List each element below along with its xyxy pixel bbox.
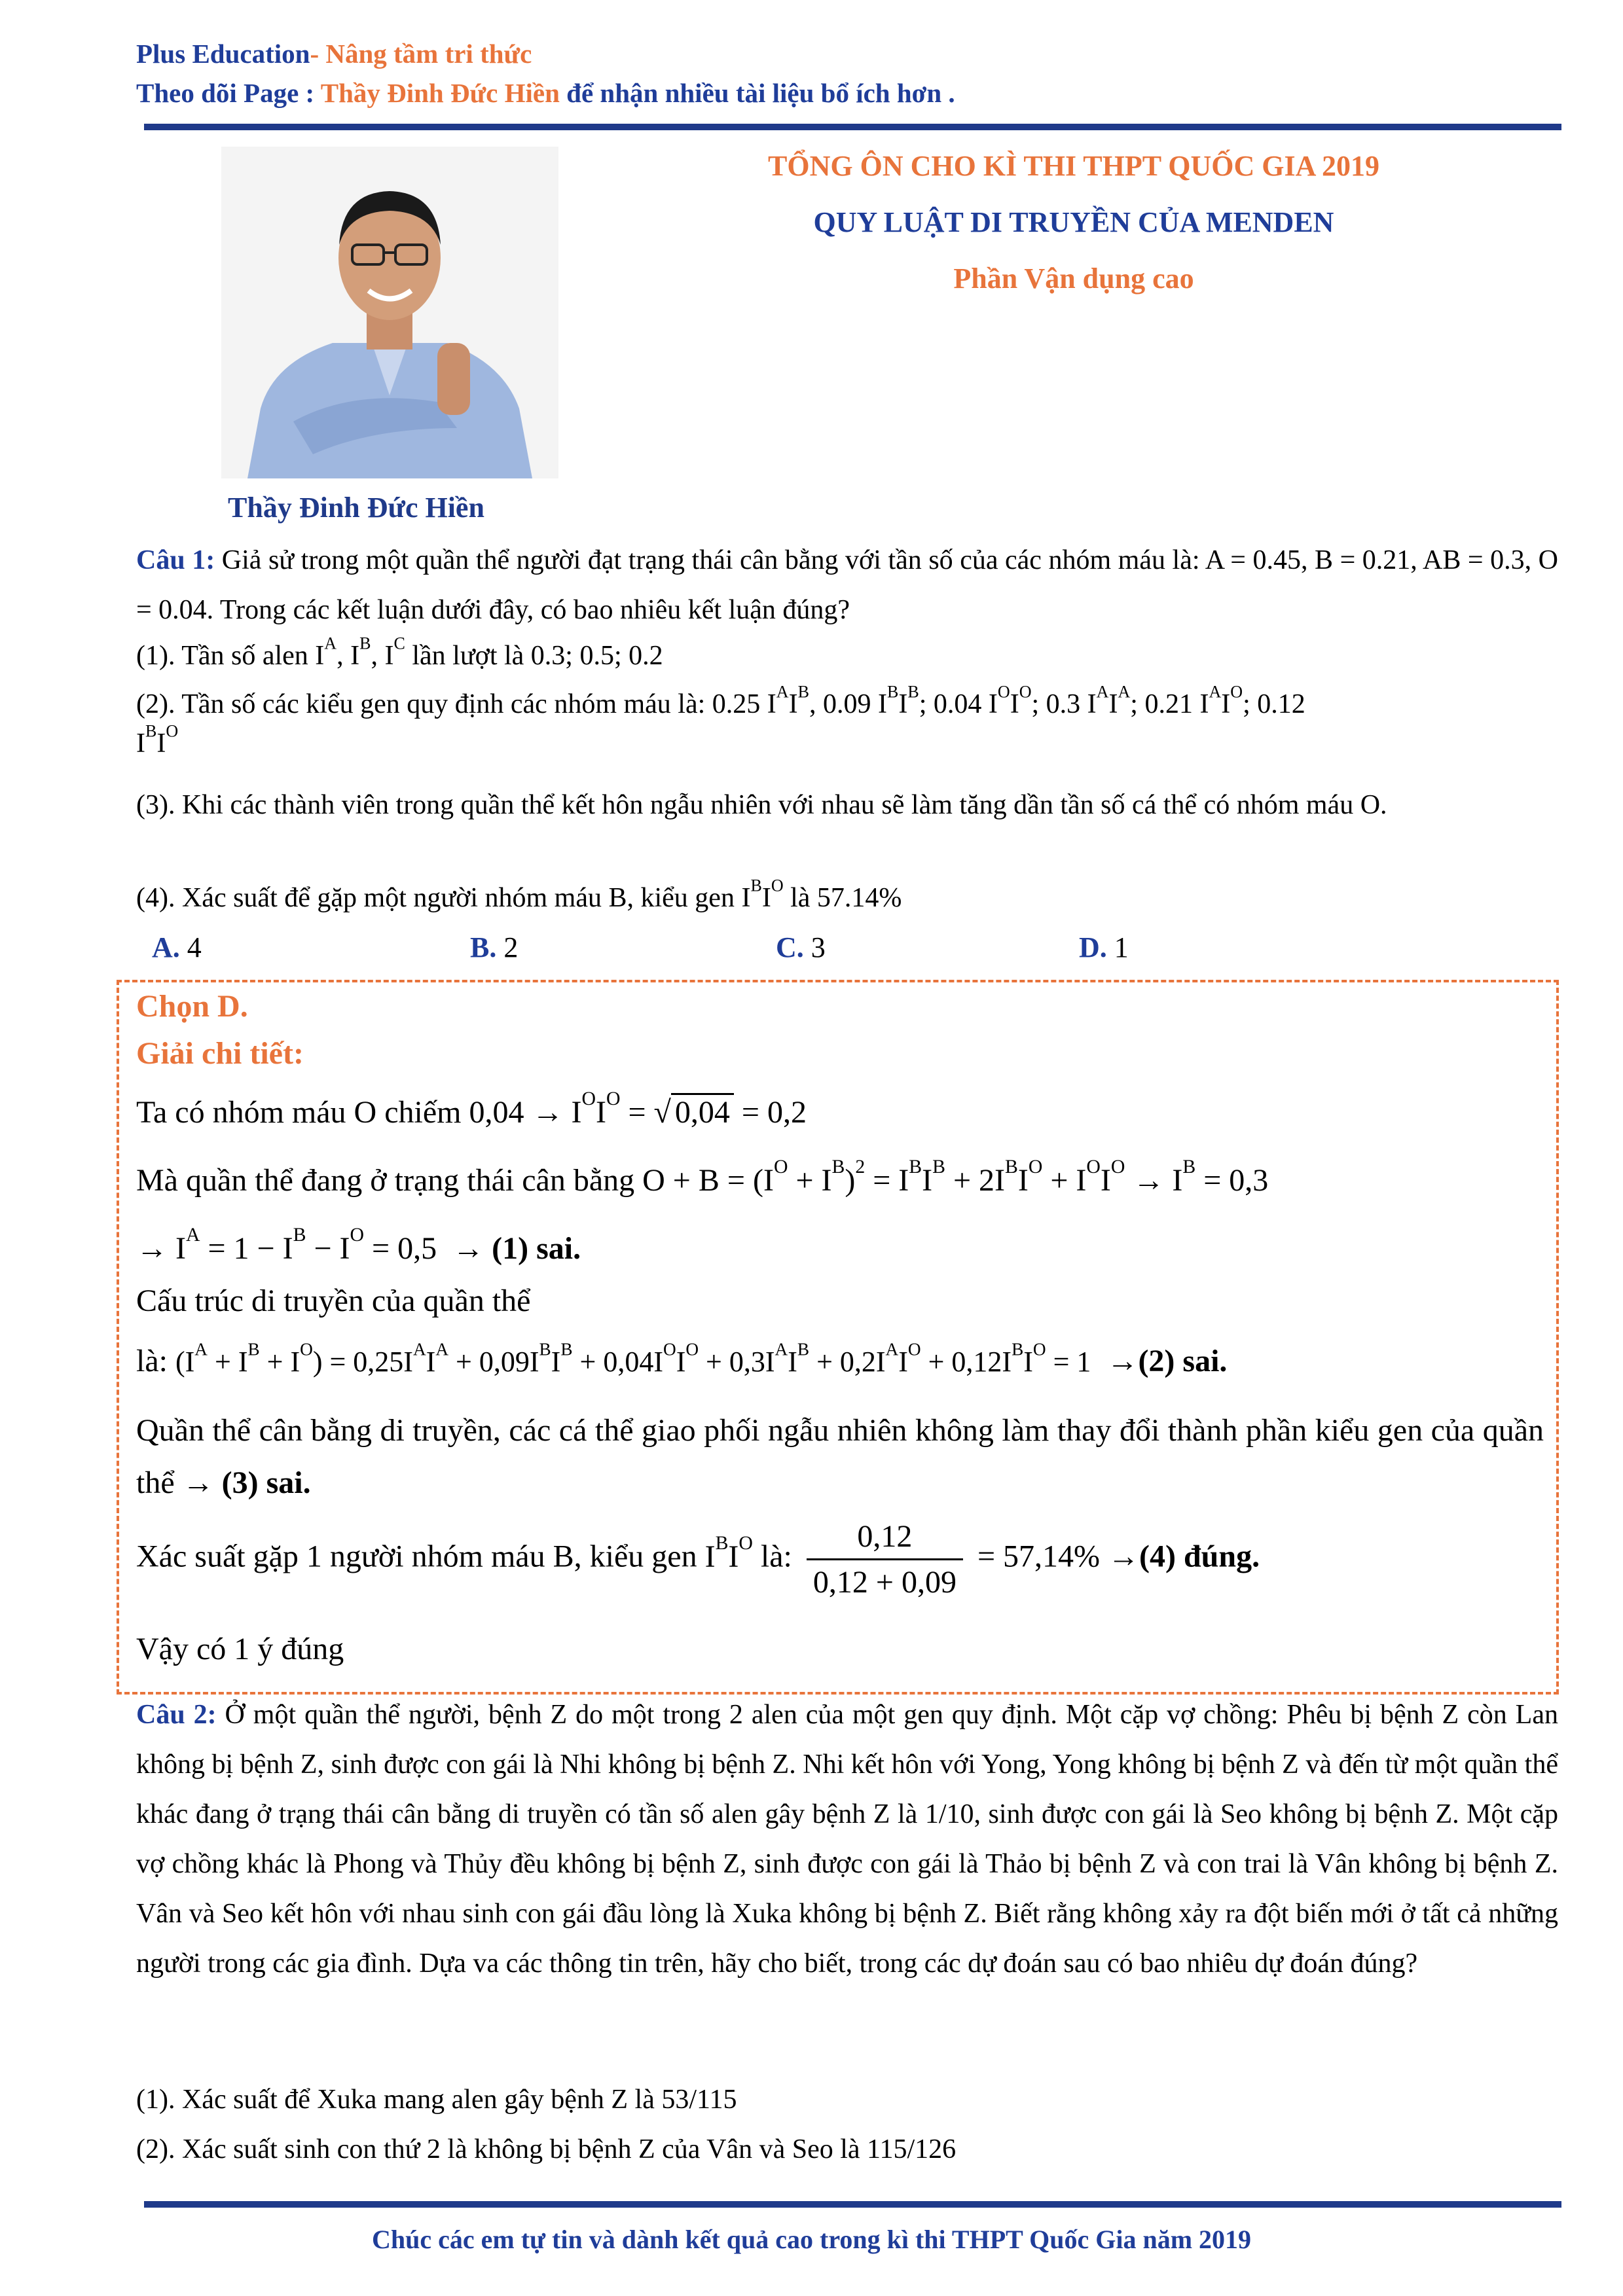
- solution-line-2: Mà quần thể đang ở trạng thái cân bằng $O + B = (I^O + I^B)^2 = I^BI^B + 2I^BI^O + I^OI^O \to I^B = 0,3$: [136, 1156, 1269, 1198]
- teacher-page-link[interactable]: Thầy Đinh Đức Hiền: [320, 78, 560, 108]
- footer-text: Chúc các em tự tin và dành kết quả cao trong kì thi THPT Quốc Gia năm 2019: [371, 2225, 1252, 2254]
- probability-fraction: $\frac{0,12}{0,12 + 0,09}$: [807, 1518, 963, 1600]
- doc-title: TỔNG ÔN CHO KÌ THI THPT QUỐC GIA 2019: [768, 150, 1379, 182]
- solution-line-8: Vậy có 1 ý đúng: [136, 1632, 344, 1666]
- q1-statement-4: (4). Xác suất để gặp một người nhóm máu B, kiểu gen $I^BI^O$ là 57.14%: [136, 876, 902, 913]
- option-a[interactable]: A. 4: [152, 931, 202, 963]
- q1-stem: Câu 1: Giả sử trong một quần thể người đạt trạng thái cân bằng với tần số của các nhóm máu là: A = 0.45, B = 0.21, AB = 0.3, O = 0.04. Trong các kết luận dưới đây, có bao nhiêu kết luận đúng?: [136, 545, 1558, 625]
- brand-name: Plus Education: [136, 39, 310, 69]
- q1-statement-1: (1). Tần số alen $I^A$, $I^B$, $I^C$ lần lượt là 0.3; 0.5; 0.2: [136, 634, 663, 671]
- solution-choice: Chọn D.: [136, 989, 248, 1024]
- teacher-photo: [221, 147, 558, 478]
- q1-statement-2: (2). Tần số các kiểu gen quy định các nhóm máu là: 0.25 $I^AI^B$, 0.09 $I^BI^B$; 0.04 $I^OI^O$; 0.3 $I^AI^A$; 0.21 $I^AI^O$; 0.12: [136, 682, 1305, 719]
- q2-label: Câu 2:: [136, 1700, 217, 1730]
- solution-heading: Giải chi tiết:: [136, 1036, 304, 1071]
- header-divider: [144, 124, 1561, 130]
- footer-divider: [144, 2201, 1561, 2208]
- option-b[interactable]: B. 2: [470, 931, 519, 963]
- solution-line-5: là: $(I^A + I^B + I^O) = 0,25I^AI^A + 0,09I^BI^B + 0,04I^OI^O + 0,3I^AI^B + 0,2I^AI^O + 0,12I^BI^O = 1 \to(2)$ sai.: [136, 1339, 1228, 1378]
- q2-stem: Câu 2: Ở một quần thể người, bệnh Z do một trong 2 alen của một gen quy định. Một cặp vợ chồng: Phêu bị bệnh Z còn Lan không bị bệnh Z, sinh được con gái là Nhi không bị bệnh Z. Nhi kết hôn với Yong, Yong không bị bệnh Z và đến từ một quần thể khác đang ở trạng thái cân bằng di truyền có tần số alen gây bệnh Z là 1/10, sinh được con gái là Seo không bị bệnh Z. Một cặp vợ chồng khác là Phong và Thủy đều không bị bệnh Z, sinh được con gái là Thảo bị bệnh Z và con trai là Vân không bị bệnh Z. Vân và Seo kết hôn với nhau sinh con gái đầu lòng là Xuka không bị bệnh Z. Biết rằng không xảy ra đột biến mới ở tất cả những người trong các gia đình. Dựa va các thông tin trên, hãy cho biết, trong các dự đoán sau có bao nhiêu dự đoán đúng?: [136, 1700, 1558, 1979]
- q1-statement-2-cont: $I^BI^O$: [136, 721, 179, 759]
- q1-statement-3: (3). Khi các thành viên trong quần thể kết hôn ngẫu nhiên với nhau sẽ làm tăng dần tần số cá thể có nhóm máu O.: [136, 790, 1387, 820]
- q1-label: Câu 1:: [136, 545, 215, 575]
- option-d[interactable]: D. 1: [1079, 931, 1129, 963]
- doc-section: Phần Vận dụng cao: [953, 262, 1194, 295]
- solution-line-4: Cấu trúc di truyền của quần thể: [136, 1283, 531, 1318]
- teacher-portrait-icon: [221, 147, 558, 478]
- solution-line-6: Quần thể cân bằng di truyền, các cá thể giao phối ngẫu nhiên không làm thay đổi thành phần kiểu gen của quần thể → (3) sai.: [136, 1413, 1544, 1500]
- q2-statement-1: (1). Xác suất để Xuka mang alen gây bệnh Z là 53/115: [136, 2085, 737, 2115]
- header-line-1: [136, 38, 532, 69]
- solution-line-1: Ta có nhóm máu O chiếm $0,04 \to I^OI^O$ = √ 0,04 = 0,2: [136, 1088, 807, 1130]
- solution-line-3: → $I^A = 1 - I^B - I^O = 0,5 \to (1)$ sai.: [136, 1224, 581, 1266]
- option-c[interactable]: C. 3: [776, 931, 826, 963]
- header-line-2: Theo dõi Page : Thầy Đinh Đức Hiền để nhận nhiều tài liệu bổ ích hơn .: [136, 78, 955, 108]
- photo-caption: Thầy Đinh Đức Hiền: [228, 492, 484, 524]
- doc-subtitle: QUY LUẬT DI TRUYỀN CỦA MENDEN: [813, 206, 1334, 238]
- brand-slogan: - Nâng tầm tri thức: [310, 39, 532, 69]
- solution-line-7: Xác suất gặp 1 người nhóm máu B, kiểu gen $I^BI^O$ là: $\frac{0,12}{0,12 + 0,09}$ = 57,14% →(4) đúng.: [136, 1519, 1260, 1600]
- q2-statement-2: (2). Xác suất sinh con thứ 2 là không bị bệnh Z của Vân và Seo là 115/126: [136, 2134, 957, 2164]
